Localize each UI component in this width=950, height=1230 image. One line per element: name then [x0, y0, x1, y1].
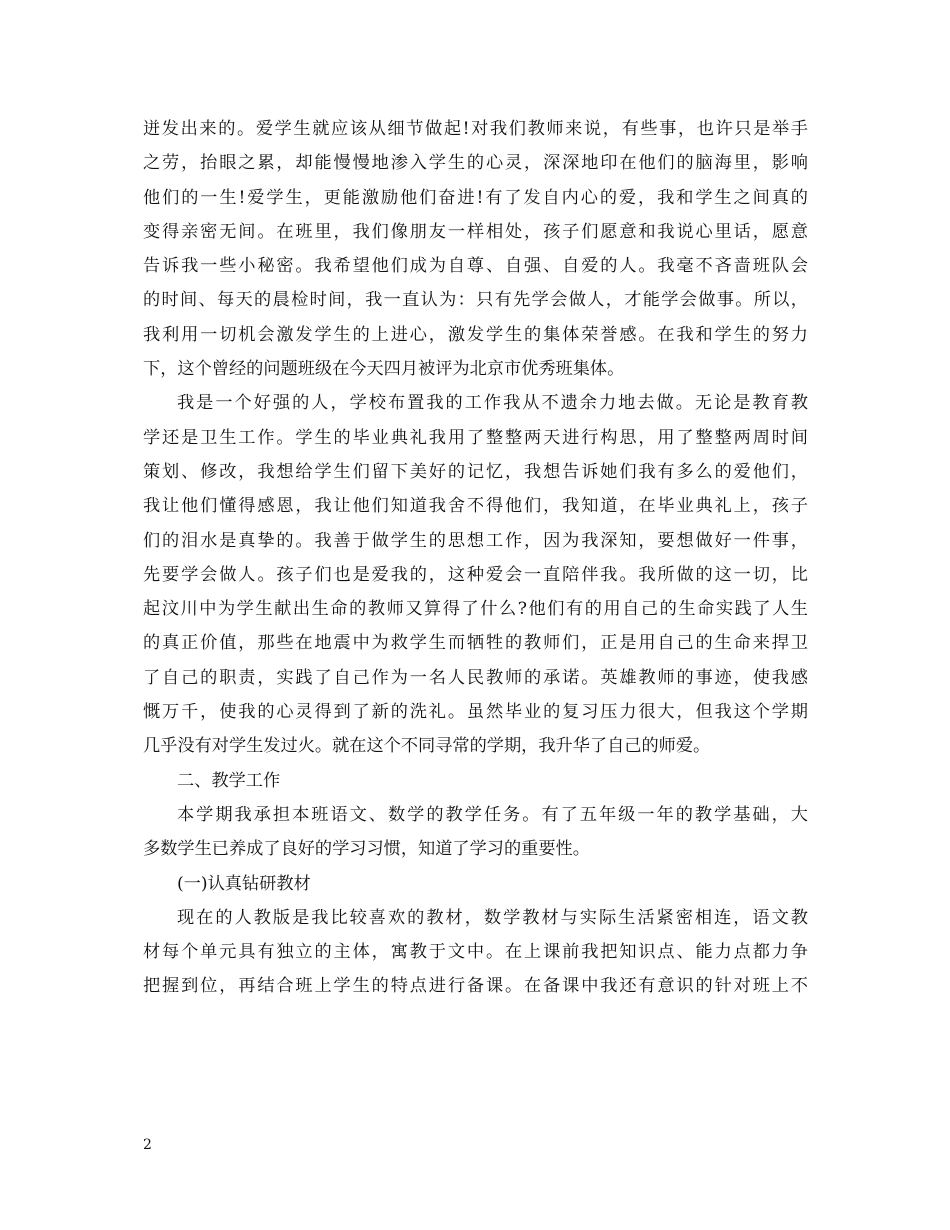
text-line: 我是一个好强的人，学校布置我的工作我从不遗余力地去做。无论是教育教 — [177, 393, 808, 414]
text-line: 材每个单元具有独立的主体，寓教于文中。在上课前我把知识点、能力点都力争 — [143, 942, 808, 963]
text-line: 之劳，抬眼之累，却能慢慢地渗入学生的心灵，深深地印在他们的脑海里，影响 — [143, 153, 808, 174]
text-line: 下，这个曾经的问题班级在今天四月被评为北京市优秀班集体。 — [143, 359, 625, 380]
text-line: 现在的人教版是我比较喜欢的教材，数学教材与实际生活紧密相连，语文教 — [177, 907, 808, 928]
text-line: 几乎没有对学生发过火。就在这个不同寻常的学期，我升华了自己的师爱。 — [143, 736, 711, 757]
text-line: 学还是卫生工作。学生的毕业典礼我用了整整两天进行构思，用了整整两周时间 — [143, 427, 808, 448]
text-line: 二、教学工作 — [177, 770, 281, 791]
body-text — [143, 112, 808, 1004]
text-line: 们的泪水是真挚的。我善于做学生的思想工作，因为我深知，要想做好一件事， — [143, 530, 808, 551]
text-line: 慨万千，使我的心灵得到了新的洗礼。虽然毕业的复习压力很大，但我这个学期 — [143, 702, 808, 723]
text-line: 告诉我一些小秘密。我希望他们成为自尊、自强、自爱的人。我毫不吝啬班队会 — [143, 256, 808, 277]
text-line: 把握到位，再结合班上学生的特点进行备课。在备课中我还有意识的针对班上不 — [143, 976, 808, 997]
text-line: (一)认真钻研教材 — [177, 873, 311, 894]
text-line: 策划、修改，我想给学生们留下美好的记忆，我想告诉她们我有多么的爱他们， — [143, 461, 808, 482]
text-line: 本学期我承担本班语文、数学的教学任务。有了五年级一年的教学基础，大 — [177, 804, 808, 825]
text-line: 了自己的职责，实践了自己作为一名人民教师的承诺。英雄教师的事迹，使我感 — [143, 667, 808, 688]
text-line: 多数学生已养成了良好的学习习惯，知道了学习的重要性。 — [143, 839, 590, 860]
text-line: 迸发出来的。爱学生就应该从细节做起!对我们教师来说，有些事，也许只是举手 — [143, 119, 808, 139]
text-line: 起汶川中为学生献出生命的教师又算得了什么?他们有的用自己的生命实践了人生 — [143, 599, 808, 620]
text-line: 我让他们懂得感恩，我让他们知道我舍不得他们，我知道，在毕业典礼上，孩子 — [143, 496, 808, 517]
page-number: 2 — [143, 1137, 152, 1153]
text-line: 我利用一切机会激发学生的上进心，激发学生的集体荣誉感。在我和学生的努力 — [143, 324, 808, 345]
text-line: 变得亲密无间。在班里，我们像朋友一样相处，孩子们愿意和我说心里话，愿意 — [143, 221, 808, 242]
text-line: 的时间、每天的晨检时间，我一直认为：只有先学会做人，才能学会做事。所以， — [143, 290, 808, 311]
text-line: 的真正价值，那些在地震中为救学生而牺牲的教师们，正是用自己的生命来捍卫 — [143, 633, 808, 654]
text-line: 先要学会做人。孩子们也是爱我的，这种爱会一直陪伴我。我所做的这一切，比 — [143, 564, 808, 585]
text-line: 他们的一生!爱学生，更能激励他们奋进!有了发自内心的爱，我和学生之间真的 — [143, 187, 808, 208]
